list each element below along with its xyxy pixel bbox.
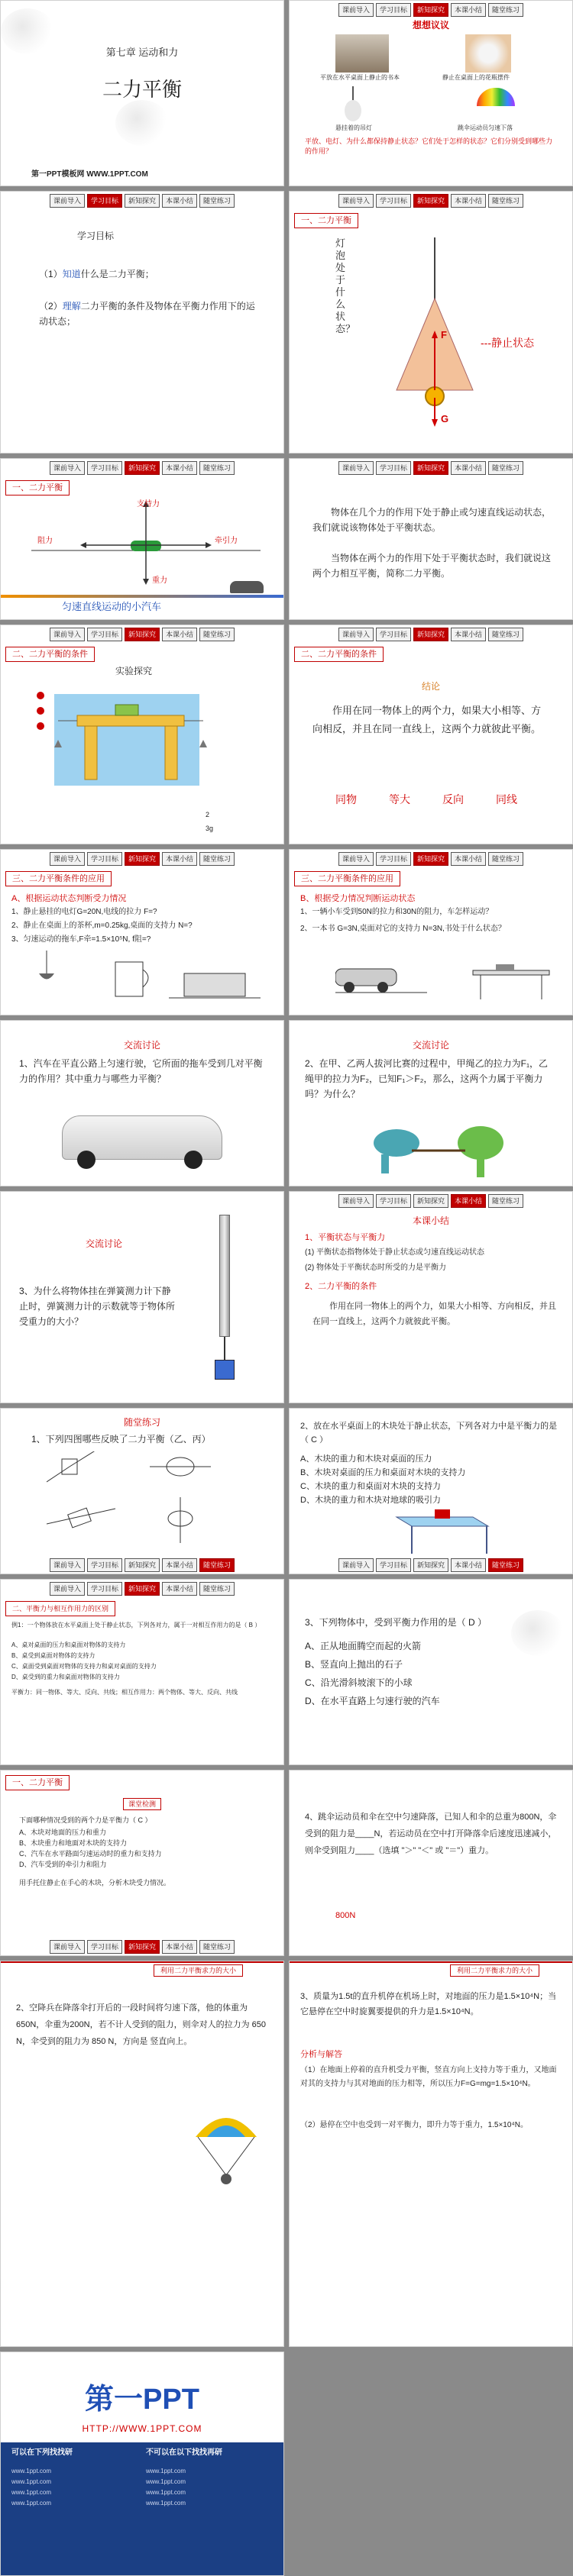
slide-calc-1 [0,1961,284,2347]
option: D、在水平直路上匀速行驶的汽车 [305,1696,440,1706]
wheel [77,1151,96,1169]
caption: 平放在水平桌面上静止的书本 [320,74,400,81]
option: D、汽车受到的牵引力和阻力 [19,1861,107,1868]
nav-item[interactable]: 课前导入 [50,1582,85,1596]
label-support: 支持力 [137,500,160,508]
experiment-diagram [31,679,207,816]
slide-lamp [289,191,573,454]
footer-link[interactable]: www.1ppt.com [146,2478,186,2485]
title-bar-line [1,1961,283,1963]
road-line [1,595,283,598]
goal-keyword: 理解 [62,301,81,312]
nav-bar [290,1194,572,1208]
force-down-label: G [441,413,449,424]
photo-lamp [345,100,361,121]
nav-item[interactable]: 新知探究 [413,194,448,208]
section-label: 二、平衡力与相互作用力的区别 [5,1601,115,1616]
goal-1 [39,268,154,280]
heading: 随堂练习 [123,1417,160,1428]
nav-item[interactable]: 随堂练习 [488,461,523,475]
goal-prefix: （1） [39,269,63,279]
slide-goals [0,191,284,454]
definition-2: 当物体在两个力的作用下处于平衡状态时，我们就说这两个力相互平衡，简称二力平衡。 [312,553,552,579]
nav-item[interactable]: 课前导入 [338,628,374,641]
brand-logo: 第一PPT [85,2384,199,2416]
example-intro: 例1：一个物体放在水平桌面上处于静止状态，下列各对力，属于一对相互作用力的是（ B ） [11,1622,261,1629]
goal-text: 什么是二力平衡； [80,269,154,279]
option: D、木块的重力和木块对地球的吸引力 [300,1496,441,1505]
slide-calc-2 [289,1961,573,2347]
label-traction: 牵引力 [215,537,238,545]
heading: 想想议议 [412,20,449,31]
nav-item[interactable]: 本课小结 [451,461,486,475]
nav-item[interactable]: 学习目标 [87,194,122,208]
section-label: 三、二力平衡条件的应用 [294,871,400,886]
lamp-cord [352,86,354,102]
footer-col-title: 可以在下列找找研 [11,2448,73,2457]
slide-conditions [289,625,573,844]
nav-item[interactable]: 本课小结 [162,1582,197,1596]
sub-heading: A、根据运动状态判断受力情况 [11,894,127,903]
question-line: 2、静止在桌面上的茶杯,m=0.25kg,桌面的支持力 N=? [11,922,193,930]
sub-heading: 分析与解答 [300,2050,342,2059]
heading: 利用二力平衡求力的大小 [450,1964,539,1977]
nav-item[interactable]: 新知探究 [413,1558,448,1572]
nav-bar [1,628,283,641]
heading: 本课小结 [412,1215,449,1226]
nav-item[interactable]: 随堂练习 [199,1940,235,1954]
nav-bar [290,852,572,866]
nav-item[interactable]: 学习目标 [376,852,411,866]
footer-link[interactable]: www.1ppt.com [146,2468,186,2474]
keyword: 等大 [389,793,410,805]
slide-discuss [289,0,573,186]
nav-item[interactable]: 学习目标 [376,194,411,208]
goal-2 [39,299,261,329]
chapter-label: 第七章 运动和力 [105,47,179,58]
nav-item[interactable]: 新知探究 [413,852,448,866]
nav-item[interactable]: 课前导入 [50,1940,85,1954]
photo-parachute [477,88,515,106]
slide-summary [289,1191,573,1403]
slide-practice-4 [289,1770,573,1956]
question-line: 3、匀速运动的拖车,F牵=1.5×10⁵N, f阻=? [11,935,151,944]
nav-item[interactable]: 课前导入 [338,3,374,17]
summary-heading: 1、平衡状态与平衡力 [305,1233,386,1242]
nav-item[interactable]: 新知探究 [125,1558,160,1572]
caption: 匀速直线运动的小汽车 [62,601,162,612]
goal-prefix: （2） [39,301,63,312]
nav-item[interactable]: 新知探究 [125,1582,160,1596]
question-text: 3、下列物体中，受到平衡力作用的是（ D ） [305,1617,487,1628]
nav-item[interactable]: 随堂练习 [199,461,235,475]
caption: 静止在桌面上的花瓶摆件 [442,74,510,81]
photo-vase [465,34,511,73]
option: B、木块重力和地面对木块的支持力 [19,1839,128,1847]
nav-item[interactable]: 本课小结 [162,1940,197,1954]
slide-title [0,0,284,186]
nav-bar [1,194,283,208]
heading: 学习目标 [77,231,115,241]
nav-item[interactable]: 课前导入 [338,1194,374,1208]
question-text: 4、跳伞运动员和伞在空中匀速降落，已知人和伞的总重为800N，伞受到的阻力是____N，若运动员在空中打开降落伞后速度迅速减小，则伞受到阻力____（选填 "＞" "＜" 或 "＝"）重力。 [305,1813,557,1855]
nav-item[interactable]: 随堂练习 [199,852,235,866]
footer-bar [1,2442,283,2575]
slide-app-a [0,849,284,1015]
answer: 800N [335,1911,356,1920]
title-bar-line [290,1961,572,1963]
option: D、桌受到的重力和桌面对物体的支持力 [11,1674,120,1680]
question-text: 下面哪种情况受到的两个力是平衡力（ C ） [19,1816,152,1824]
slide-discuss-2 [289,1020,573,1186]
nav-item[interactable]: 本课小结 [451,194,486,208]
nav-item[interactable]: 本课小结 [162,628,197,641]
conclusion-text: 作用在同一物体上的两个力，如果大小相等、方向相反，并且在同一直线上，这两个力就彼此平衡。 [312,705,542,734]
tip-text: 用手托住静止在手心的木块，分析木块受力情况。 [19,1879,171,1887]
nav-item[interactable]: 随堂练习 [488,3,523,17]
question-line: 2、一本书 G=3N,桌面对它的支持力 N=3N,书处于什么状态？ [300,925,506,933]
app-a-pictures [31,951,261,1012]
keyword: 同物 [335,793,357,805]
section-label: 二、二力平衡的条件 [294,647,384,662]
question-text: 1、下列四图哪些反映了二力平衡（乙、丙） [31,1434,211,1445]
nav-item[interactable]: 新知探究 [125,1940,160,1954]
nav-item[interactable]: 课前导入 [50,461,85,475]
slide-experiment [0,625,284,844]
nav-item[interactable]: 随堂练习 [488,628,523,641]
nav-item[interactable]: 随堂练习 [199,1582,235,1596]
nav-item[interactable]: 随堂练习 [199,1558,235,1572]
nav-item[interactable]: 新知探究 [125,461,160,475]
note: 平衡力：同一物体、等大、反向、共线；相互作用力：两个物体、等大、反向、共线 [11,1689,238,1696]
option: A、木块的重力和木块对桌面的压力 [300,1454,432,1464]
nav-item[interactable]: 学习目标 [376,3,411,17]
caption: 悬挂着的吊灯 [335,124,372,131]
nav-item[interactable]: 课前导入 [50,628,85,641]
summary-heading: 2、二力平衡的条件 [305,1282,377,1291]
sub-heading: 实验探究 [115,666,153,676]
state-label: ---静止状态 [481,337,534,349]
weight-label: 3g [206,825,214,832]
nav-item[interactable]: 学习目标 [87,1558,122,1572]
question-text: 2、放在水平桌面上的木块处于静止状态，下列各对力中是平衡力的是（ C ） [300,1422,558,1445]
car-icon [230,581,264,593]
section-label: 二、二力平衡的条件 [5,647,95,662]
slide-balance-def [289,458,573,620]
sub-heading: B、根据受力情况判断运动状态 [300,894,416,903]
section-label: 一、二力平衡 [5,1775,70,1790]
slide-check [0,1770,284,1956]
footer-link[interactable]: www.1ppt.com [11,2500,52,2507]
tug-of-war-picture [351,1112,519,1181]
nav-item[interactable]: 学习目标 [87,628,122,641]
question-text: 平放、电灯、为什么都保持静止状态？它们处于怎样的状态？它们分别受到哪些力的作用？ [305,137,553,155]
analysis-2: （2）悬停在空中也受到一对平衡力，即升力等于重力，1.5×10⁴N。 [300,2121,528,2129]
nav-item[interactable]: 课前导入 [338,194,374,208]
option: A、桌对桌面的压力和桌面对物体的支持力 [11,1641,126,1648]
label-resist: 阻力 [37,537,53,545]
nav-bar [1,1558,283,1572]
nav-bar [1,852,283,866]
option: A、正从地面腾空而起的火箭 [305,1641,422,1651]
nav-item[interactable]: 新知探究 [413,3,448,17]
footer-col-title: 不可以在以下找找再研 [146,2448,222,2457]
nav-item[interactable]: 新知探究 [413,628,448,641]
badge: 课堂检测 [123,1798,161,1810]
question-line: 1、静止悬挂的电灯G=20N,电线的拉力 F=? [11,908,157,916]
option: C、沿光滑斜坡滚下的小球 [305,1677,413,1688]
discussion-text: 2、在甲、乙两人拔河比赛的过程中，甲绳乙的拉力为F₁，乙绳甲的拉力为F₂，已知F₁＞F₂，那么，这两个力属于平衡力吗？为什么？ [305,1058,549,1099]
slide-practice-1 [0,1408,284,1574]
vertical-question: 灯泡处于什么状态？ [335,237,356,334]
nav-item[interactable]: 学习目标 [87,1940,122,1954]
nav-item[interactable]: 课前导入 [50,1558,85,1572]
weight-label: 2 [206,811,210,818]
option: C、汽车在水平路面匀速运动时的重力和支持力 [19,1850,162,1858]
nav-bar [290,1558,572,1572]
heading: 利用二力平衡求力的大小 [154,1964,243,1977]
nav-item[interactable]: 新知探究 [125,852,160,866]
option: A、木块对地面的压力和重力 [19,1829,107,1836]
option: B、竖直向上抛出的石子 [305,1659,403,1670]
nav-item[interactable]: 学习目标 [87,461,122,475]
footer-link[interactable]: www.1ppt.com [11,2468,52,2474]
option: C、木块的重力和桌面对木块的支持力 [300,1482,441,1491]
nav-bar [290,628,572,641]
nav-bar [290,3,572,17]
nav-item[interactable]: 本课小结 [451,1558,486,1572]
option: B、木块对桌面的压力和桌面对木块的支持力 [300,1468,466,1477]
discussion-text: 1、汽车在平直公路上匀速行驶，它所面的拖车受到几对平衡力的作用？其中重力与哪些力平衡？ [19,1058,263,1084]
nav-item[interactable]: 学习目标 [376,461,411,475]
nav-bar [1,1940,283,1954]
slide-practice-3 [289,1579,573,1765]
nav-item[interactable]: 新知探究 [413,1194,448,1208]
table-picture [389,1508,496,1555]
heading: 交流讨论 [412,1040,449,1051]
discussion-text: 3、为什么将物体挂在弹簧测力计下静止时，弹簧测力计的示数就等于物体所受重力的大小？ [19,1286,176,1327]
nav-item[interactable]: 随堂练习 [488,1558,523,1572]
keyword: 同线 [496,793,517,805]
question-text: 2、空降兵在降落伞打开后的一段时间将匀速下落，他的体重为650N，伞重为200N，若不计人受到的阻力，则伞对人的拉力为 650 N，伞受到的阻力为 850 N，方向是 竖直向上。 [16,2003,267,2046]
slide-app-b [289,849,573,1015]
parachute-picture [192,2106,261,2190]
nav-item[interactable]: 本课小结 [451,852,486,866]
decor-flower [115,100,169,146]
site-label: 第一PPT模板网 WWW.1PPT.COM [31,170,148,179]
caption: 跳伞运动员匀速下落 [458,124,513,131]
nav-bar [1,461,283,475]
force-options-diagram [47,1451,230,1551]
slide-footer [0,2352,284,2576]
nav-item[interactable]: 本课小结 [162,852,197,866]
nav-item[interactable]: 新知探究 [413,461,448,475]
slide-distinction [0,1579,284,1765]
section-label: 一、二力平衡 [294,213,358,228]
summary-line: (1) 平衡状态指物体处于静止状态或匀速直线运动状态 [305,1248,484,1257]
weight-block [215,1360,235,1380]
app-b-pictures [335,954,557,1007]
nav-item[interactable]: 本课小结 [451,628,486,641]
nav-item[interactable]: 本课小结 [162,194,197,208]
brand-url: HTTP://WWW.1PPT.COM [82,2423,202,2434]
nav-item[interactable]: 随堂练习 [488,1194,523,1208]
keyword: 反向 [442,793,464,805]
nav-item[interactable]: 新知探究 [125,194,160,208]
nav-item[interactable]: 新知探究 [125,628,160,641]
nav-item[interactable]: 学习目标 [87,1582,122,1596]
nav-item[interactable]: 课前导入 [338,1558,374,1572]
sub-heading: 结论 [421,681,440,692]
hook [224,1337,225,1360]
photo-book [335,34,389,73]
option: B、桌受到桌面对物体的支持力 [11,1652,96,1659]
wheel [184,1151,202,1169]
summary-line: (2) 物体处于平衡状态时所受的力是平衡力 [305,1264,446,1272]
option: C、桌面受到桌面对物体的支持力和桌对桌面的支持力 [11,1663,157,1670]
nav-item[interactable]: 学习目标 [87,852,122,866]
goal-text: 二力平衡的条件及物体在平衡力作用下的运动状态； [39,301,255,327]
nav-item[interactable]: 课前导入 [338,461,374,475]
nav-bar [290,194,572,208]
nav-item[interactable]: 学习目标 [376,1194,411,1208]
slide-discuss-1 [0,1020,284,1186]
nav-item[interactable]: 随堂练习 [199,628,235,641]
nav-item[interactable]: 课前导入 [50,194,85,208]
heading: 交流讨论 [123,1040,160,1051]
nav-item[interactable]: 本课小结 [162,461,197,475]
slide-title-text: 二力平衡 [102,78,182,101]
footer-link[interactable]: www.1ppt.com [11,2478,52,2485]
force-up-label: F [441,329,447,341]
nav-bar [290,461,572,475]
heading: 交流讨论 [85,1238,122,1249]
definition-1: 物体在几个力的作用下处于静止或匀速直线运动状态，我们就说该物体处于平衡状态。 [312,507,552,533]
nav-item[interactable]: 学习目标 [376,1558,411,1572]
nav-item[interactable]: 随堂练习 [488,852,523,866]
question-text: 3、质量为1.5t的直升机停在机场上时，对地面的压力是1.5×10⁴N；当它悬停在空中时旋翼要提供的升力是1.5×10⁴N。 [300,1992,557,2016]
nav-item[interactable]: 课前导入 [50,852,85,866]
label-gravity: 重力 [152,576,167,585]
question-line: 1、一辆小车受到50N的拉力和30N的阻力，车怎样运动？ [300,908,494,916]
nav-item[interactable]: 学习目标 [376,628,411,641]
nav-bar [1,1582,283,1596]
section-label: 一、二力平衡 [5,480,70,496]
slide-car-forces [0,458,284,620]
nav-item[interactable]: 随堂练习 [199,194,235,208]
nav-item[interactable]: 课前导入 [338,852,374,866]
nav-item[interactable]: 随堂练习 [488,194,523,208]
slide-discuss-3 [0,1191,284,1403]
nav-item[interactable]: 本课小结 [162,1558,197,1572]
spring-scale [219,1215,230,1337]
analysis-1: （1）在地面上停着的直升机受力平衡，竖直方向上支持力等于重力，又地面对其的支持力与其对地面的压力相等，所以压力F=G=mg=1.5×10⁴N。 [300,2066,557,2088]
footer-link[interactable]: www.1ppt.com [11,2489,52,2496]
slide-practice-2 [289,1408,573,1574]
footer-link[interactable]: www.1ppt.com [146,2489,186,2496]
summary-line: 作用在同一物体上的两个力，如果大小相等、方向相反，并且在同一直线上，这两个力就彼此平衡。 [312,1302,556,1326]
footer-link[interactable]: www.1ppt.com [146,2500,186,2507]
section-label: 三、二力平衡条件的应用 [5,871,112,886]
nav-item[interactable]: 本课小结 [451,1194,486,1208]
goal-keyword: 知道 [62,269,81,279]
nav-item[interactable]: 本课小结 [451,3,486,17]
